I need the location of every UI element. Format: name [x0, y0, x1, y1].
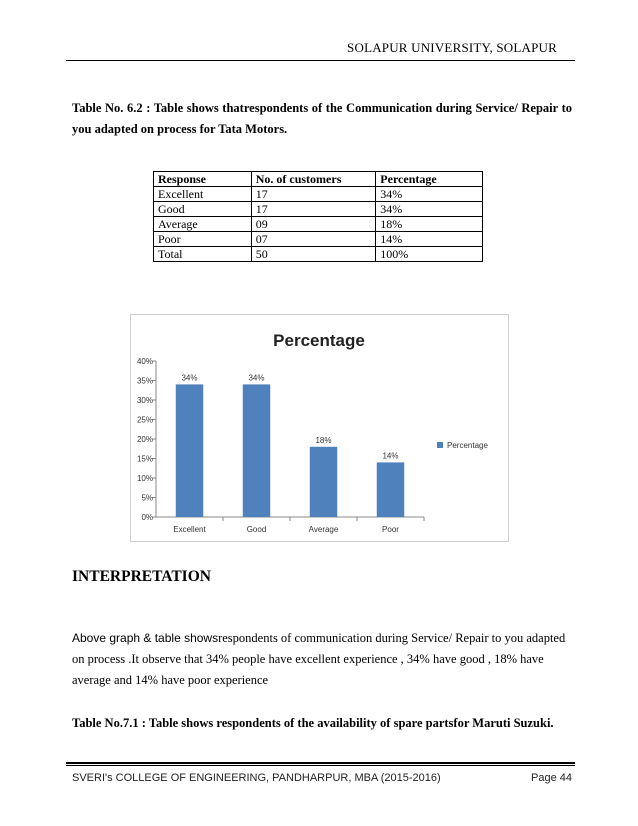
table-cell: Poor — [154, 232, 252, 247]
table-cell: Total — [154, 247, 252, 262]
table-cell: 17 — [251, 202, 376, 217]
chart-svg — [131, 315, 508, 541]
table-cell: Excellent — [154, 187, 252, 202]
data-label: 34% — [248, 373, 265, 383]
x-tick-label: Excellent — [173, 525, 206, 534]
chart-title: Percentage — [273, 331, 365, 350]
table-header-row — [154, 172, 483, 187]
y-tick-label: 10% — [136, 474, 153, 483]
bar — [310, 447, 337, 517]
table-cell: Good — [154, 202, 252, 217]
table-cell: 14% — [376, 232, 483, 247]
footer-rule — [66, 762, 575, 766]
data-label: 14% — [382, 451, 399, 461]
table-cell: 34% — [376, 202, 483, 217]
x-tick-label: Good — [246, 525, 267, 534]
table-cell: 17 — [251, 187, 376, 202]
table-cell: 100% — [376, 247, 483, 262]
y-tick-label: 5% — [141, 493, 153, 503]
y-tick-label: 35% — [136, 376, 153, 386]
interpretation-body: respondents of communication during Service/ Repair to you adapted on process .It observe that 34% people have excellent experience , 34% have good , 18% have average and 14% have poor experience — [72, 631, 566, 687]
percentage-chart — [130, 314, 509, 542]
table-cell: 09 — [251, 217, 376, 232]
bar — [243, 384, 270, 517]
bar — [176, 384, 203, 517]
interpretation-text — [72, 628, 572, 691]
table-cell: 50 — [251, 247, 376, 262]
table-caption: Table No. 6.2 : Table shows thatrespondents of the Communication during Service/ Repair to you adapted on process for Tata Motors. — [72, 101, 572, 136]
next-table-caption: Table No.7.1 : Table shows respondents of the availability of spare partsfor Maruti Suzuki. — [72, 716, 554, 730]
table-cell: Average — [154, 217, 252, 232]
y-tick-label: 30% — [136, 396, 153, 405]
interpretation-title: INTERPRETATION — [72, 568, 211, 585]
table-cell: 18% — [376, 217, 483, 232]
x-tick-label: Poor — [382, 525, 399, 534]
footer-college: SVERI's COLLEGE OF ENGINEERING, PANDHARPUR, MBA (2015-2016) — [72, 772, 441, 784]
column-header: No. of customers — [251, 172, 376, 187]
table-row — [154, 187, 483, 202]
data-label: 18% — [315, 435, 332, 445]
y-tick-label: 20% — [136, 435, 153, 444]
table-row — [154, 247, 483, 262]
header-rule — [66, 60, 575, 61]
table-row — [154, 232, 483, 247]
y-tick-label: 0% — [141, 513, 153, 522]
y-tick-label: 15% — [136, 454, 153, 464]
legend-swatch — [437, 442, 443, 448]
footer-page-number: Page 44 — [531, 772, 572, 784]
bar — [377, 462, 404, 517]
interpretation-lead: Above graph & table shows — [72, 631, 219, 645]
page-header: SOLAPUR UNIVERSITY, SOLAPUR — [347, 40, 557, 55]
x-tick-label: Average — [308, 525, 339, 534]
table-cell: 07 — [251, 232, 376, 247]
legend-label: Percentage — [447, 441, 488, 450]
table-cell: 34% — [376, 187, 483, 202]
y-tick-label: 40% — [136, 357, 153, 366]
y-tick-label: 25% — [136, 415, 153, 425]
data-label: 34% — [181, 373, 198, 383]
column-header: Response — [154, 172, 252, 187]
table-row — [154, 217, 483, 232]
table-row — [154, 202, 483, 217]
response-table — [153, 171, 483, 262]
column-header: Percentage — [376, 172, 483, 187]
